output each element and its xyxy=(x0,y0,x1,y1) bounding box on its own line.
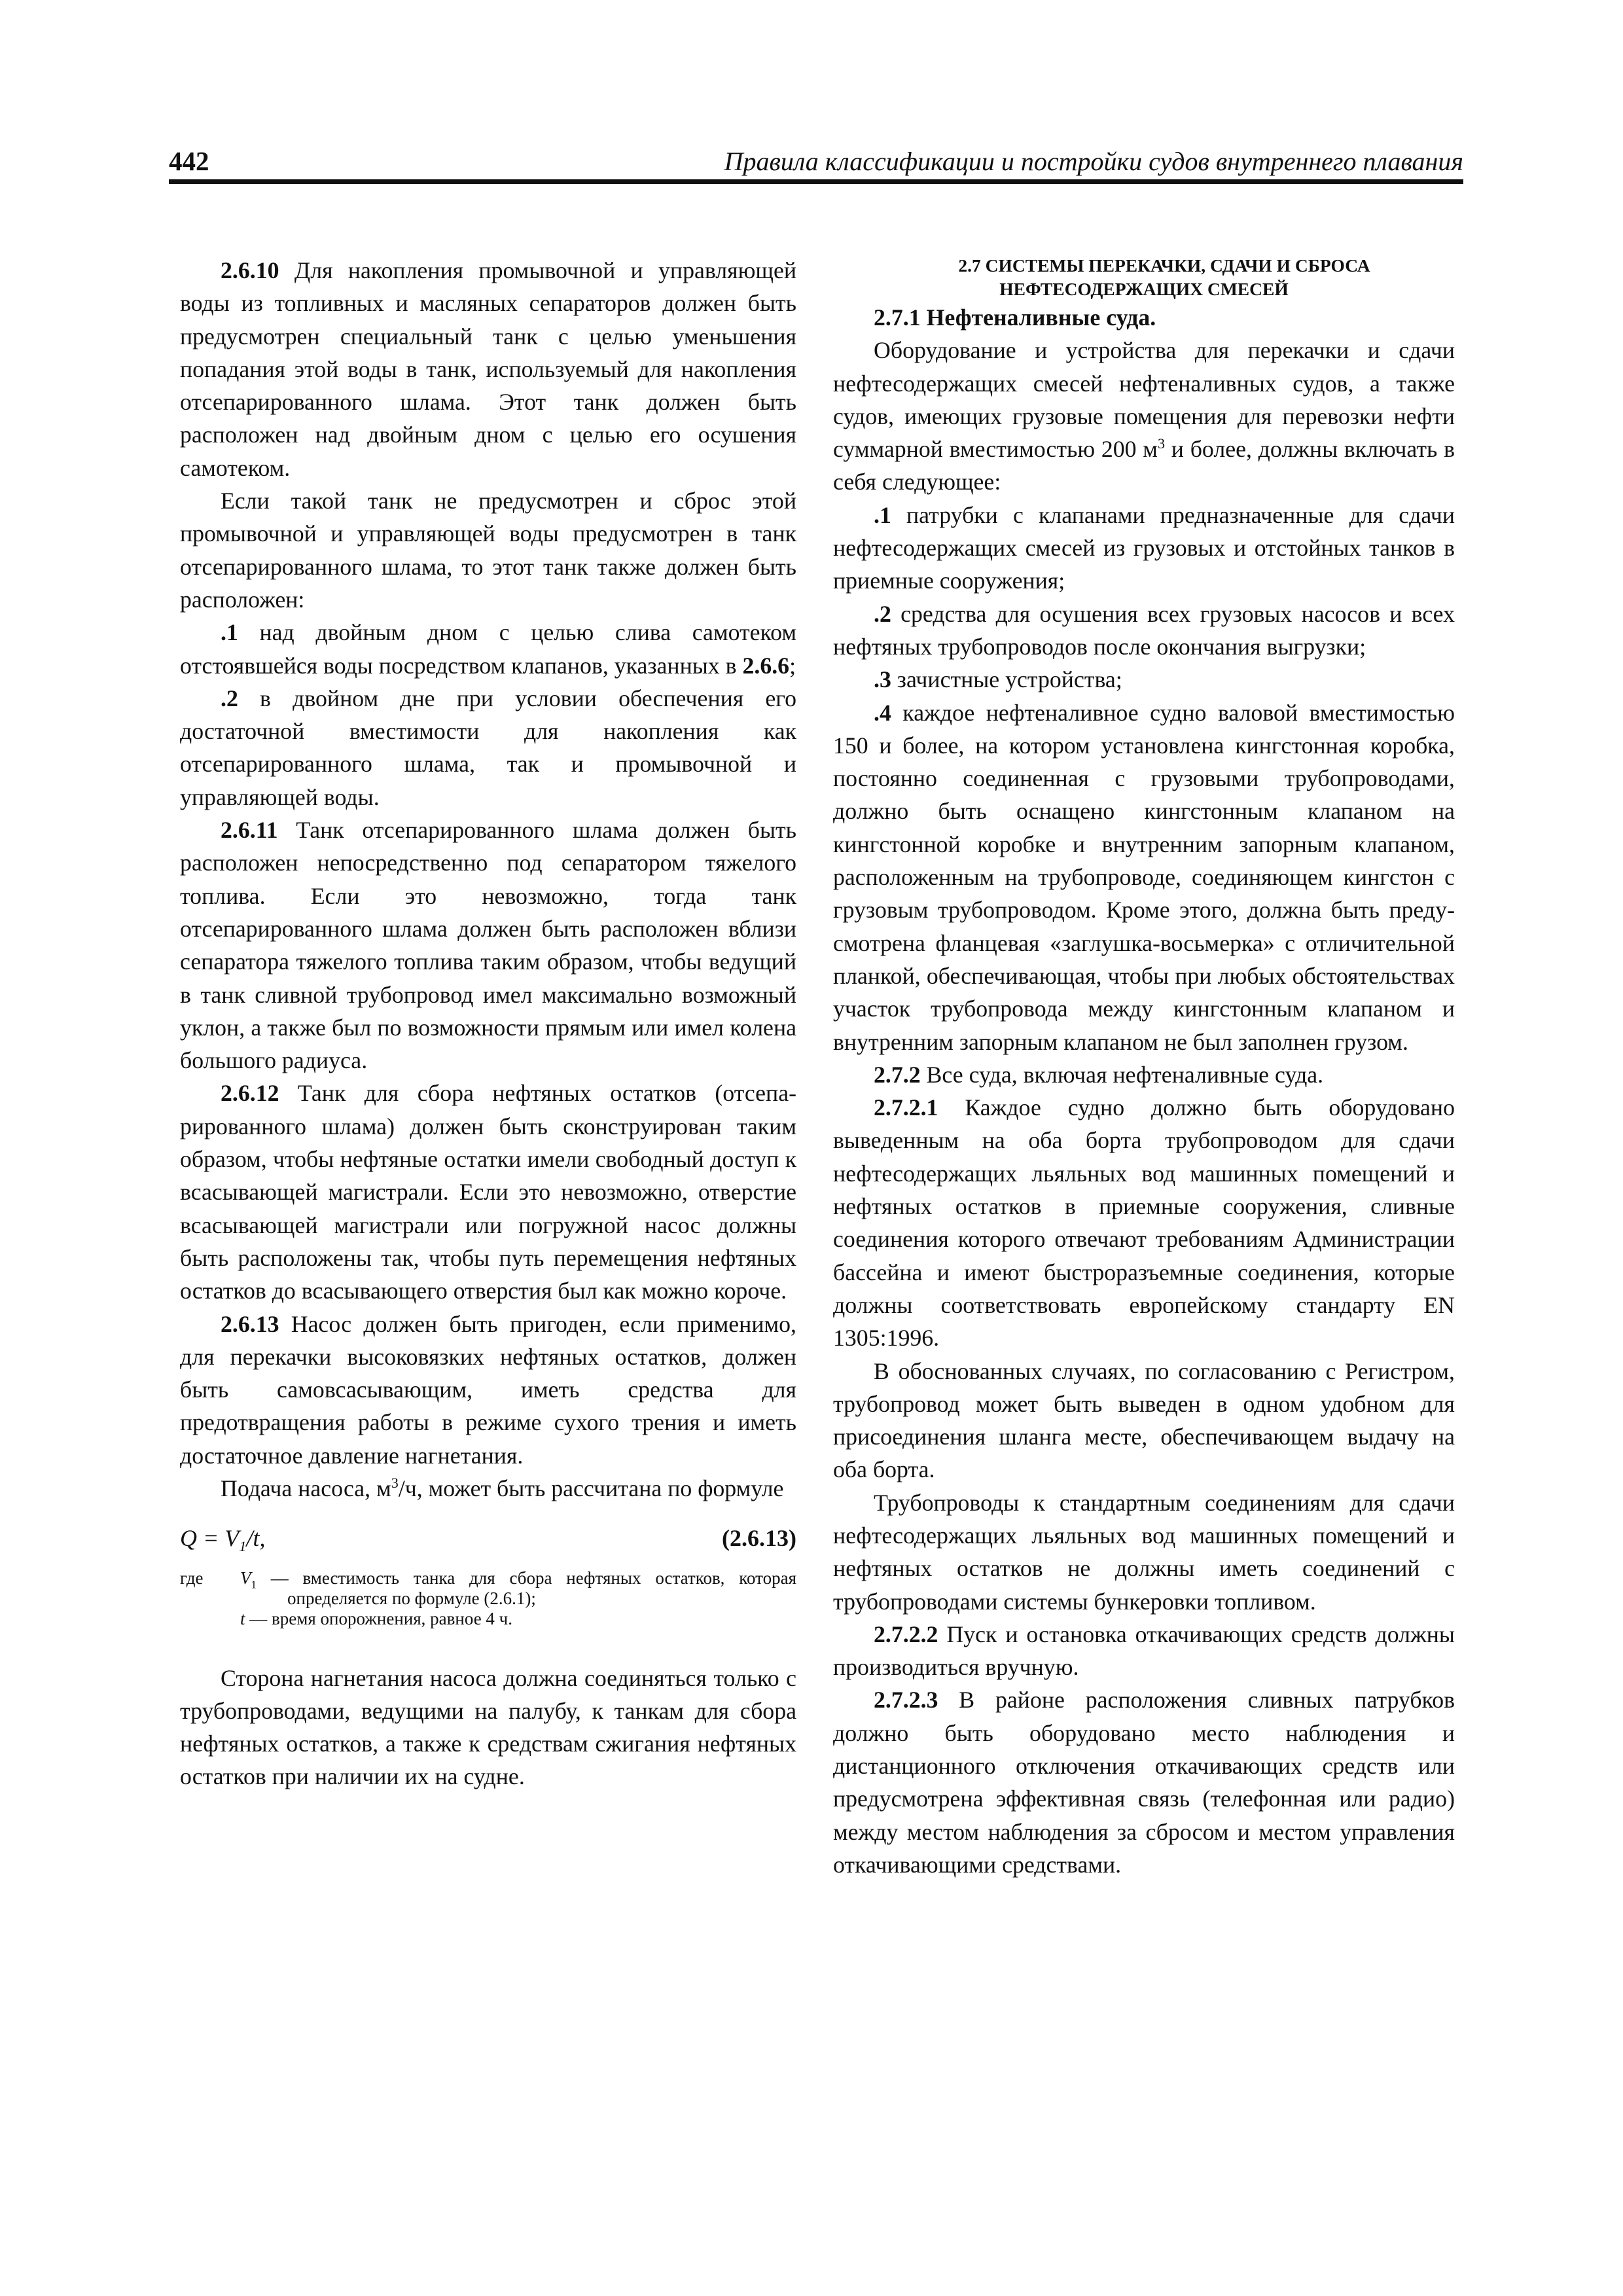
item-number: .4 xyxy=(874,699,891,726)
paragraph-if-tank: Если такой танк не предусмотрен и сброс этой промывочной и управляющей воды предусмотрен в танк отсепарированного шлама, то этот танк также должен быть расположен: xyxy=(180,488,796,613)
symbol-t: t xyxy=(240,1608,245,1628)
list-item-1 xyxy=(180,616,796,682)
formula-rhs: /t, xyxy=(246,1525,266,1552)
formula-expression xyxy=(180,1522,265,1554)
clause-number: 2.7.2.3 xyxy=(874,1687,938,1713)
legend-t-text: — время опорожнения, равное 4 ч. xyxy=(245,1608,513,1628)
paragraph-discharge: Сторона нагнетания насоса должна соединяться только с трубопроводами, ведущими на палубу, к танкам для сбора нефтяных остатков, а также к средствам сжигания нефтяных остатков при наличии их на судне. xyxy=(180,1664,796,1790)
item-text: каждое нефтеналивное судно валовой вместимостью 150 и более, на котором установлена кингстонная коробка, постоянно соединенная с грузовыми трубопроводами, должно быть оснащено кингстонным клапаном на кингстонной коробке и внутренним запорным клапаном, расположенным на трубопроводе, соединяющем кингстон с грузовым трубопроводом. Кроме этого, должна быть предусмотрена фланцевая «заглушка-восьмерка» с отличительной планкой, обеспечивающая, чтобы при любых обстоятельствах участок трубопровода между кингстонным клапаном и внутренним запорным клапаном не был заполнен грузом. xyxy=(833,699,1455,1055)
section-heading-2-7: 2.7 СИСТЕМЫ ПЕРЕКАЧКИ, СДАЧИ И СБРОСА НЕФТЕСОДЕРЖАЩИХ СМЕСЕЙ xyxy=(958,255,1370,299)
symbol-v-sub: 1 xyxy=(251,1577,257,1590)
legend-v1-text: — вместимость танка для сбора нефтяных остатков, которая определяется по формуле (2.6.1); xyxy=(256,1568,796,1608)
supply-text-pre: Подача насоса, м xyxy=(221,1475,391,1501)
paragraph-2-7-1 xyxy=(833,301,1455,334)
clause-number: 2.7.2.2 xyxy=(874,1621,938,1647)
item-number: .1 xyxy=(874,501,891,528)
clause-number: 2.7.2 xyxy=(874,1061,921,1088)
legend-items xyxy=(238,1568,796,1629)
clause-number: 2.7.2.1 xyxy=(874,1094,938,1121)
right-column xyxy=(833,254,1455,1881)
clause-title: Нефтеналивные суда. xyxy=(920,304,1156,331)
clause-number: 2.6.11 xyxy=(221,817,278,844)
formula-legend xyxy=(180,1568,796,1629)
paragraph-2-7-2-1 xyxy=(833,1091,1455,1354)
paragraph-text: Для накопления промывочной и управляющей воды из топливных и масляных сепараторов должен быть предусмотрен специальный танк с целью уменьшения попадания этой воды в танк, используемый для накопления отсепарированного шлама. Этот танк должен быть расположен над двойным дном с целью его осушения самотеком. xyxy=(180,257,796,481)
legend-t xyxy=(240,1609,796,1629)
clause-number: 2.6.13 xyxy=(221,1310,279,1337)
clause-number: 2.6.12 xyxy=(221,1080,279,1107)
paragraph-2-6-11 xyxy=(180,814,796,1077)
equipment-text-pre: Оборудование и устройства для перекачки и сдачи нефтесодержащих смесей нефтеналивных судов, а также судов, имеющих грузовые помещения для перевозки нефти суммарной вместимостью 200 м xyxy=(833,337,1455,463)
where-label: где xyxy=(180,1568,204,1588)
clause-number: 2.7.1 xyxy=(874,304,921,331)
paragraph-text: В районе расположения сливных патрубков должно быть оборудовано место наблюдения и дистанционного отключения откачивающих средств или предусмотрена эффективная связь (телефонная или радио) между местом наблюдения за сбросом и местом управления откачивающими средствами. xyxy=(833,1687,1455,1878)
clause-reference: 2.6.6 xyxy=(742,652,790,679)
supply-sup: 3 xyxy=(391,1475,399,1492)
symbol-v: V xyxy=(240,1568,251,1588)
item-number: .3 xyxy=(874,666,891,693)
item-text: патрубки с клапанами предназначенные для сдачи нефтесодержащих смесей из грузовых и отстойных танков в приемные сооружения; xyxy=(833,501,1455,594)
paragraph-2-6-12 xyxy=(180,1077,796,1307)
item-text: в двойном дне при условии обеспечения его достаточной вместимости для накопления как отсепарированного шлама, так и промывочной и управляющей воды. xyxy=(180,685,796,810)
paragraph-text: Насос должен быть пригоден, если применимо, для перекачки высоковязких нефтяных остатков, должен быть самовсасывающим, иметь средства для предотвращения работы в режиме сухого трения и иметь достаточное давление нагнетания. xyxy=(180,1310,796,1469)
item-text: зачистные устройства; xyxy=(891,666,1122,693)
formula-sub: 1 xyxy=(239,1538,247,1555)
page-header xyxy=(169,143,1463,184)
paragraph-text: Каждое судно должно быть оборудовано выведенным на оба борта трубопроводом для сдачи нефтесодержащих льяльных вод машинных помещений и нефтяных остатков в приемные сооружения, сливные соединения которого отвечают требованиям Администрации бассейна и имеют быстроразъемные соединения, которые должны соответствовать европейскому стандарту xyxy=(833,1094,1455,1318)
left-column xyxy=(180,254,796,1793)
clause-title: Все суда, включая нефтеналивные суда. xyxy=(920,1061,1324,1088)
item-number: .1 xyxy=(221,619,238,646)
paragraph-justified-cases: В обоснованных случаях, по согласованию с Регистром, трубопровод может быть выведен в одном удобном для присоединения шланга месте, обеспечивающем выдачу на оба борта. xyxy=(833,1357,1455,1483)
legend-v1 xyxy=(240,1568,796,1609)
paragraph-2-7-2 xyxy=(833,1058,1455,1091)
formula-2-6-13 xyxy=(180,1522,796,1554)
list-item-2 xyxy=(180,682,796,814)
formula-eq: = V xyxy=(197,1525,240,1552)
paragraph-2-7-2-3 xyxy=(833,1683,1455,1881)
list-item-3 xyxy=(833,663,1455,696)
page-number: 442 xyxy=(169,146,209,176)
item-text: средства для осушения всех грузовых насосов и всех нефтяных трубопроводов после окончания выгрузки; xyxy=(833,600,1455,660)
item-number: .2 xyxy=(221,685,238,711)
paragraph-equipment xyxy=(833,334,1455,498)
paragraph-2-6-10 xyxy=(180,254,796,484)
paragraph-pump-supply xyxy=(180,1472,796,1505)
equipment-text-post: и более, должны включать в себя следующее: xyxy=(833,436,1455,495)
paragraph-pipelines: Трубопроводы к стандартным соединениям для сдачи нефтесодержащих льяльных вод машинных помещений и нефтяных остатков не должны иметь соединений с трубопроводами системы бункеровки топливом. xyxy=(833,1489,1455,1615)
paragraph-text: Пуск и остановка откачивающих средств должны производиться вручную. xyxy=(833,1621,1455,1681)
item-text: над двойным дном с целью слива самотеком отстоявшейся воды посредством клапанов, указанных в xyxy=(180,619,796,679)
paragraph-end: . xyxy=(933,1325,940,1352)
supply-text-post: /ч, может быть рассчитана по формуле xyxy=(398,1475,784,1501)
list-item-2 xyxy=(833,598,1455,664)
item-number: .2 xyxy=(874,600,891,627)
formula-lhs: Q xyxy=(180,1525,197,1552)
list-item-4 xyxy=(833,696,1455,1058)
list-item-1 xyxy=(833,499,1455,598)
equipment-sup: 3 xyxy=(1157,435,1166,452)
running-title: Правила классификации и постройки судов внутреннего плавания xyxy=(724,147,1463,176)
paragraph-text: Танк для сбора нефтяных остатков (отсепарированного шлама) должен быть сконструирован таким образом, чтобы нефтяные остатки имели свободный доступ к всасывающей магистрали. Если это невозможно, отверстие всасывающей магистрали или погружной насос должны быть расположены так, чтобы путь перемещения нефтяных остатков до всасывающего отверстия был как можно короче. xyxy=(180,1080,796,1304)
item-end: ; xyxy=(789,652,796,679)
standard-reference: EN 1305:1996 xyxy=(833,1291,1455,1352)
paragraph-2-7-2-2 xyxy=(833,1618,1455,1684)
clause-number: 2.6.10 xyxy=(221,257,279,283)
paragraph-text: Танк отсепарированного шлама должен быть расположен непосредственно под сепаратором тяжелого топлива. Если это невозможно, тогда танк отсепарированного шлама должен быть расположен вблизи сепаратора тяжелого топлива таким образом, чтобы ведущий в танк сливной трубопровод имел максимально возможный уклон, а также был по возможности прямым или имел колена большого радиуса. xyxy=(180,817,796,1074)
formula-number: (2.6.13) xyxy=(722,1525,796,1552)
paragraph-2-6-13 xyxy=(180,1308,796,1472)
